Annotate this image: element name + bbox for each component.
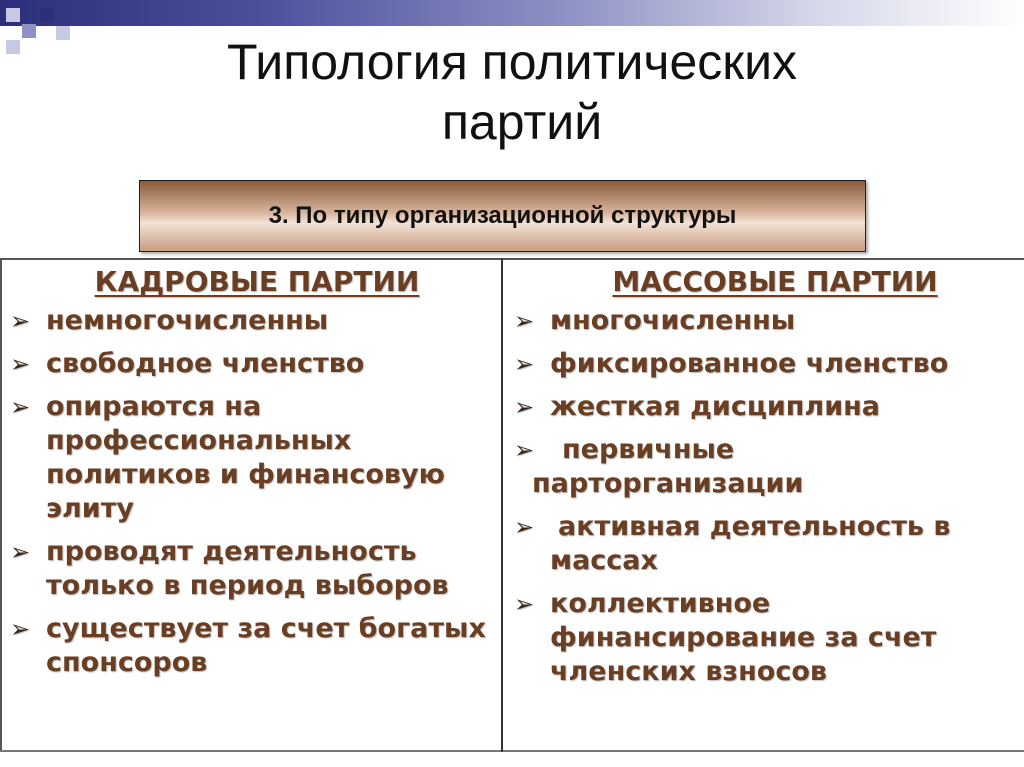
- decorative-header-bar: [0, 0, 1024, 26]
- list-item-text: существует за счет богатых спонсоров: [46, 613, 486, 678]
- right-column-list: [512, 304, 1018, 689]
- arrow-bullet-icon: ➢: [10, 393, 31, 421]
- list-item-text: коллективное финансирование за счет членских взносов: [550, 588, 937, 687]
- list-item: [8, 535, 498, 603]
- arrow-bullet-icon: ➢: [10, 615, 31, 643]
- arrow-bullet-icon: ➢: [514, 590, 535, 618]
- table-top-border: [0, 258, 1024, 260]
- arrow-bullet-icon: ➢: [10, 350, 31, 378]
- arrow-bullet-icon: ➢: [514, 350, 535, 378]
- list-item-text: немногочисленны: [46, 305, 329, 336]
- decorative-square: [6, 8, 20, 22]
- arrow-bullet-icon: ➢: [514, 307, 535, 335]
- decorative-square: [40, 8, 54, 22]
- right-column: [512, 262, 1018, 698]
- subtitle-text: 3. По типу организационной структуры: [268, 202, 737, 229]
- subtitle-box: [139, 180, 866, 252]
- list-item-text: активная деятельность в массах: [550, 511, 951, 576]
- list-item-text: парторганизации: [532, 468, 804, 499]
- list-item-text: опираются на профессиональных политиков и финансовую элиту: [46, 391, 445, 524]
- arrow-bullet-icon: ➢: [10, 307, 31, 335]
- left-column-list: [8, 304, 498, 680]
- list-item: [8, 304, 498, 338]
- list-item: [512, 347, 1018, 381]
- arrow-bullet-icon: ➢: [514, 513, 535, 541]
- list-item-text: проводят деятельность только в период выборов: [46, 536, 449, 601]
- arrow-bullet-icon: ➢: [514, 393, 535, 421]
- list-item: [8, 390, 498, 526]
- list-item: [512, 390, 1018, 424]
- list-item: [8, 347, 498, 381]
- list-item: [8, 612, 498, 680]
- slide-title: [0, 32, 1024, 152]
- list-item-text: многочисленны: [550, 305, 796, 336]
- list-item-text: жесткая дисциплина: [550, 391, 880, 422]
- list-item: [512, 304, 1018, 338]
- table-bottom-border: [0, 750, 1024, 752]
- list-item-text: фиксированное членство: [550, 348, 949, 379]
- arrow-bullet-icon: ➢: [514, 436, 535, 464]
- column-divider: [501, 258, 503, 752]
- right-column-heading: МАССОВЫЕ ПАРТИИ: [612, 265, 938, 298]
- table-left-border: [0, 258, 2, 752]
- list-item-continuation: [512, 467, 1018, 501]
- slide-title-line1: Типология политических: [226, 34, 798, 90]
- list-item: [512, 587, 1018, 689]
- list-item: [512, 510, 1018, 578]
- list-item: [512, 433, 1018, 467]
- slide-title-line2: партий: [441, 94, 603, 150]
- left-column: [8, 262, 498, 689]
- left-column-heading: КАДРОВЫЕ ПАРТИИ: [94, 265, 420, 298]
- list-item-text: первичные: [562, 434, 735, 465]
- list-item-text: свободное членство: [46, 348, 365, 379]
- arrow-bullet-icon: ➢: [10, 538, 31, 566]
